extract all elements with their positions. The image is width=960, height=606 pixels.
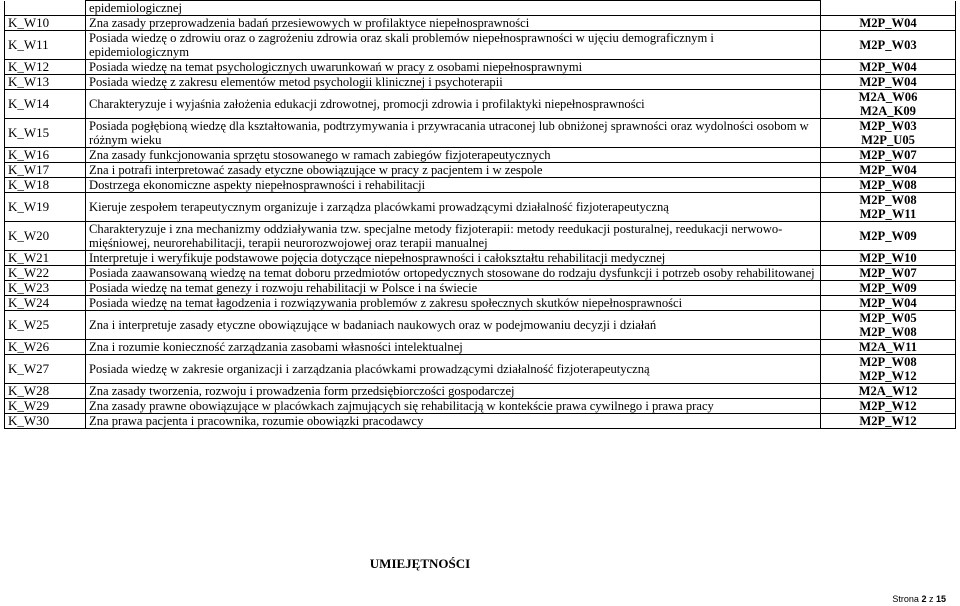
outcome-code: K_W14 (5, 90, 86, 119)
footer-current-page: 2 (921, 594, 927, 604)
page-number-footer (892, 594, 946, 604)
reference-code: M2A_W12 (858, 384, 918, 398)
reference-code: M2P_W11 (859, 207, 917, 221)
outcome-description: Posiada wiedzę na temat genezy i rozwoju rehabilitacji w Polsce i na świecie (86, 281, 821, 296)
reference-code: M2P_W12 (859, 369, 917, 383)
outcome-code: K_W30 (5, 414, 86, 429)
outcome-references (821, 281, 956, 296)
outcome-code: K_W15 (5, 119, 86, 148)
reference-code: M2P_W03 (859, 38, 917, 52)
reference-code: M2P_W09 (859, 281, 917, 295)
outcome-description: Dostrzega ekonomiczne aspekty niepełnosprawności i rehabilitacji (86, 178, 821, 193)
reference-code: M2P_W04 (859, 16, 917, 30)
reference-code: M2P_W04 (859, 75, 917, 89)
outcome-description: Posiada wiedzę z zakresu elementów metod psychologii klinicznej i psychoterapii (86, 75, 821, 90)
outcome-description: Posiada wiedzę na temat psychologicznych uwarunkowań w pracy z osobami niepełnosprawnymi (86, 60, 821, 75)
reference-code: M2P_W07 (859, 148, 917, 162)
outcome-code: K_W24 (5, 296, 86, 311)
table-row (5, 90, 956, 119)
outcome-references (821, 148, 956, 163)
outcome-references (821, 163, 956, 178)
outcome-code: K_W26 (5, 340, 86, 355)
outcome-references (821, 399, 956, 414)
outcome-code: K_W11 (5, 31, 86, 60)
outcome-code: K_W27 (5, 355, 86, 384)
reference-code: M2P_W08 (859, 178, 917, 192)
table-row (5, 296, 956, 311)
reference-code: M2P_W08 (859, 355, 917, 369)
footer-total-pages: 15 (935, 594, 946, 604)
outcome-description: Posiada wiedzę o zdrowiu oraz o zagrożeniu zdrowia oraz skali problemów niepełnosprawności w ujęciu demograficznym i epidemiologicznym (86, 31, 821, 60)
outcome-description: Zna zasady przeprowadzenia badań przesiewowych w profilaktyce niepełnosprawności (86, 16, 821, 31)
outcome-description: Zna i rozumie konieczność zarządzania zasobami własności intelektualnej (86, 340, 821, 355)
reference-code: M2P_W08 (859, 325, 917, 339)
outcome-description: Zna zasady tworzenia, rozwoju i prowadzenia form przedsiębiorczości gospodarczej (86, 384, 821, 399)
outcome-code: K_W28 (5, 384, 86, 399)
reference-code: M2P_W04 (859, 296, 917, 310)
outcome-references (821, 75, 956, 90)
learning-outcomes-table (4, 0, 956, 429)
footer-prefix: Strona (892, 594, 919, 604)
table-row (5, 75, 956, 90)
reference-code: M2P_W07 (859, 266, 917, 280)
table-row (5, 60, 956, 75)
table-row (5, 266, 956, 281)
outcome-references (821, 296, 956, 311)
outcome-description: Posiada zaawansowaną wiedzę na temat doboru przedmiotów ortopedycznych stosowane do rodzaju dysfunkcji i potrzeb osoby rehabilitowanej (86, 266, 821, 281)
table-row (5, 399, 956, 414)
table-row (5, 31, 956, 60)
table-row (5, 178, 956, 193)
reference-code: M2P_W08 (859, 193, 917, 207)
reference-code: M2P_W03 (859, 119, 917, 133)
table-body (5, 1, 956, 429)
outcome-code: K_W17 (5, 163, 86, 178)
reference-code: M2P_W04 (859, 163, 917, 177)
outcome-references (821, 119, 956, 148)
outcome-references (821, 384, 956, 399)
outcome-code: K_W19 (5, 193, 86, 222)
outcome-references (821, 178, 956, 193)
outcome-description: Charakteryzuje i wyjaśnia założenia edukacji zdrowotnej, promocji zdrowia i profilaktyki niepełnosprawności (86, 90, 821, 119)
outcome-description: Zna zasady funkcjonowania sprzętu stosowanego w ramach zabiegów fizjoterapeutycznych (86, 148, 821, 163)
outcome-references (821, 16, 956, 31)
reference-code: M2P_U05 (861, 133, 915, 147)
outcome-references (821, 31, 956, 60)
outcome-description: Zna i potrafi interpretować zasady etyczne obowiązujące w pracy z pacjentem i w zespole (86, 163, 821, 178)
table-row (5, 193, 956, 222)
fragment-ref-cell (821, 1, 956, 16)
outcome-code: K_W10 (5, 16, 86, 31)
table-row (5, 222, 956, 251)
outcome-references (821, 355, 956, 384)
outcome-references (821, 222, 956, 251)
outcome-description: Zna prawa pacjenta i pracownika, rozumie obowiązki pracodawcy (86, 414, 821, 429)
reference-code: M2A_W06 (858, 90, 918, 104)
table-row (5, 281, 956, 296)
outcome-references (821, 311, 956, 340)
outcome-references (821, 60, 956, 75)
table-row (5, 163, 956, 178)
section-heading: UMIEJĘTNOŚCI (369, 556, 471, 571)
outcome-code: K_W23 (5, 281, 86, 296)
outcome-code: K_W20 (5, 222, 86, 251)
outcome-references (821, 251, 956, 266)
table-row (5, 311, 956, 340)
fragment-desc-cell: epidemiologicznej (86, 1, 821, 16)
outcome-code: K_W16 (5, 148, 86, 163)
reference-code: M2A_W11 (858, 340, 918, 354)
reference-code: M2P_W12 (859, 399, 917, 413)
outcome-references (821, 193, 956, 222)
outcome-code: K_W21 (5, 251, 86, 266)
table-row (5, 340, 956, 355)
table-row (5, 414, 956, 429)
outcome-code: K_W13 (5, 75, 86, 90)
reference-code: M2P_W12 (859, 414, 917, 428)
outcome-code: K_W22 (5, 266, 86, 281)
outcome-description: Kieruje zespołem terapeutycznym organizuje i zarządza placówkami prowadzącymi działalność fizjoterapeutyczną (86, 193, 821, 222)
footer-sep: z (928, 594, 934, 604)
reference-code: M2P_W10 (859, 251, 917, 265)
table-row (5, 251, 956, 266)
reference-code: M2P_W05 (859, 311, 917, 325)
outcome-references (821, 266, 956, 281)
fragment-code-cell (5, 1, 86, 16)
reference-code: M2P_W04 (859, 60, 917, 74)
outcome-description: Posiada wiedzę w zakresie organizacji i zarządzania placówkami prowadzącymi działalność fizjoterapeutyczną (86, 355, 821, 384)
outcome-code: K_W25 (5, 311, 86, 340)
outcome-description: Interpretuje i weryfikuje podstawowe pojęcia dotyczące niepełnosprawności i całokształtu rehabilitacji medycznej (86, 251, 821, 266)
reference-code: M2P_W09 (859, 229, 917, 243)
outcome-code: K_W12 (5, 60, 86, 75)
table-row (5, 384, 956, 399)
outcome-references (821, 414, 956, 429)
table-row (5, 119, 956, 148)
outcome-description: Zna i interpretuje zasady etyczne obowiązujące w badaniach naukowych oraz w podejmowaniu decyzji i działań (86, 311, 821, 340)
table-row (5, 148, 956, 163)
outcome-references (821, 90, 956, 119)
table-row (5, 16, 956, 31)
table-row-fragment (5, 1, 956, 16)
outcome-description: Zna zasady prawne obowiązujące w placówkach zajmujących się rehabilitacją w kontekście prawa cywilnego i prawa pracy (86, 399, 821, 414)
table-row (5, 355, 956, 384)
reference-code: M2A_K09 (860, 104, 916, 118)
outcome-references (821, 340, 956, 355)
outcome-description: Posiada pogłębioną wiedzę dla kształtowania, podtrzymywania i przywracania utraconej lub obniżonej sprawności oraz wydolności osobom w różnym wieku (86, 119, 821, 148)
outcome-code: K_W18 (5, 178, 86, 193)
outcome-code: K_W29 (5, 399, 86, 414)
outcome-description: Posiada wiedzę na temat łagodzenia i rozwiązywania problemów z zakresu społecznych skutków niepełnosprawności (86, 296, 821, 311)
outcome-description: Charakteryzuje i zna mechanizmy oddziaływania tzw. specjalne metody fizjoterapii: metody reedukacji posturalnej, reedukacji nerwowo-mięśniowej, neurorehabilitacji, terapii neurorozwojowej oraz terapii manualnej (86, 222, 821, 251)
